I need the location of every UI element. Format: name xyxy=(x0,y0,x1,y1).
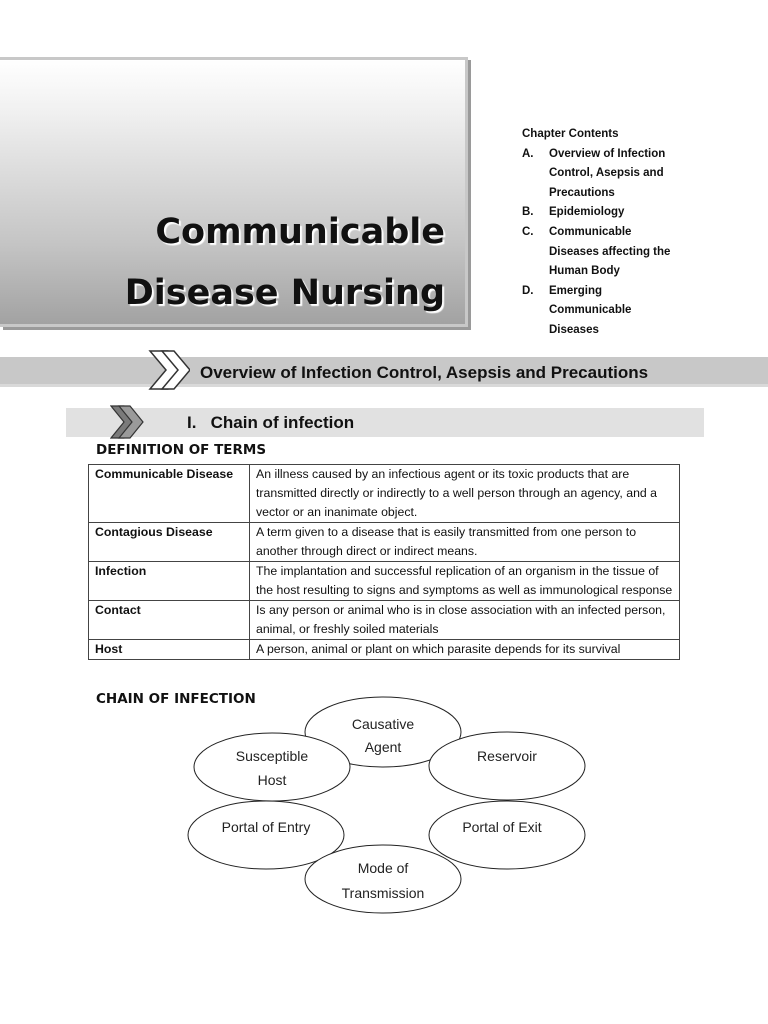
item-letter: A. xyxy=(522,147,534,160)
term-cell: Host xyxy=(89,640,250,660)
definition-cell: The implantation and successful replication of an organism in the tissue of the host resulting to signs and symptoms as well as immunological response xyxy=(250,562,680,601)
node-label: Susceptible xyxy=(235,748,309,764)
item-letter: C. xyxy=(522,225,534,238)
definitions-heading: DEFINITION OF TERMS xyxy=(96,442,267,458)
node-mode-of-transmission xyxy=(305,845,461,913)
chapter-contents-item[interactable] xyxy=(522,145,722,204)
node-portal-of-exit xyxy=(429,801,585,869)
term-cell: Infection xyxy=(89,562,250,601)
table-row xyxy=(89,465,680,523)
chapter-contents-item[interactable] xyxy=(522,223,722,282)
page-title-line-2: Disease Nursing xyxy=(124,273,445,313)
item-letter: D. xyxy=(522,284,534,297)
subsection-band xyxy=(66,408,704,437)
double-chevron-right-icon xyxy=(110,404,144,440)
definition-cell: A person, animal or plant on which parasite depends for its survival xyxy=(250,640,680,660)
definition-cell: A term given to a disease that is easily transmitted from one person to another through direct or indirect means. xyxy=(250,523,680,562)
table-row xyxy=(89,523,680,562)
page-title-line-1: Communicable xyxy=(155,212,445,252)
definition-cell: Is any person or animal who is in close association with an infected person, animal, or freshly soiled materials xyxy=(250,601,680,640)
chain-heading: CHAIN OF INFECTION xyxy=(96,691,256,707)
item-text: Epidemiology xyxy=(549,206,625,219)
table-row xyxy=(89,601,680,640)
definitions-table xyxy=(88,464,680,660)
chapter-contents-heading: Chapter Contents xyxy=(522,128,619,140)
title-box xyxy=(0,57,468,327)
node-reservoir xyxy=(429,732,585,800)
node-label: Mode of xyxy=(357,860,409,876)
node-label: Portal of Exit xyxy=(462,819,542,835)
item-text: Communicable Diseases affecting the Human Body xyxy=(549,225,671,278)
chapter-contents-item[interactable] xyxy=(522,282,722,341)
term-cell: Contact xyxy=(89,601,250,640)
section-title: Overview of Infection Control, Asepsis and Precautions xyxy=(200,363,649,382)
definition-cell: An illness caused by an infectious agent or its toxic products that are transmitted directly or indirectly to a well person through an agency, and a vector or an inanimate object. xyxy=(250,465,680,523)
chapter-contents-item[interactable] xyxy=(522,203,722,223)
item-text: Overview of Infection Control, Asepsis and Precautions xyxy=(549,147,666,199)
table-row xyxy=(89,640,680,660)
subsection-title: I. Chain of infection xyxy=(187,413,355,432)
node-label: Agent xyxy=(364,739,402,755)
term-cell: Communicable Disease xyxy=(89,465,250,523)
table-row xyxy=(89,562,680,601)
node-label: Reservoir xyxy=(477,748,537,764)
node-label: Portal of Entry xyxy=(221,819,311,835)
node-susceptible-host xyxy=(194,733,350,801)
node-label: Causative xyxy=(351,716,415,732)
item-letter: B. xyxy=(522,206,534,219)
item-text: Emerging Communicable Diseases xyxy=(549,284,632,336)
node-label: Transmission xyxy=(341,885,425,901)
node-label: Host xyxy=(257,772,287,788)
chapter-contents xyxy=(522,125,722,341)
double-chevron-right-icon xyxy=(148,349,190,391)
chain-of-infection-diagram xyxy=(180,692,600,922)
term-cell: Contagious Disease xyxy=(89,523,250,562)
